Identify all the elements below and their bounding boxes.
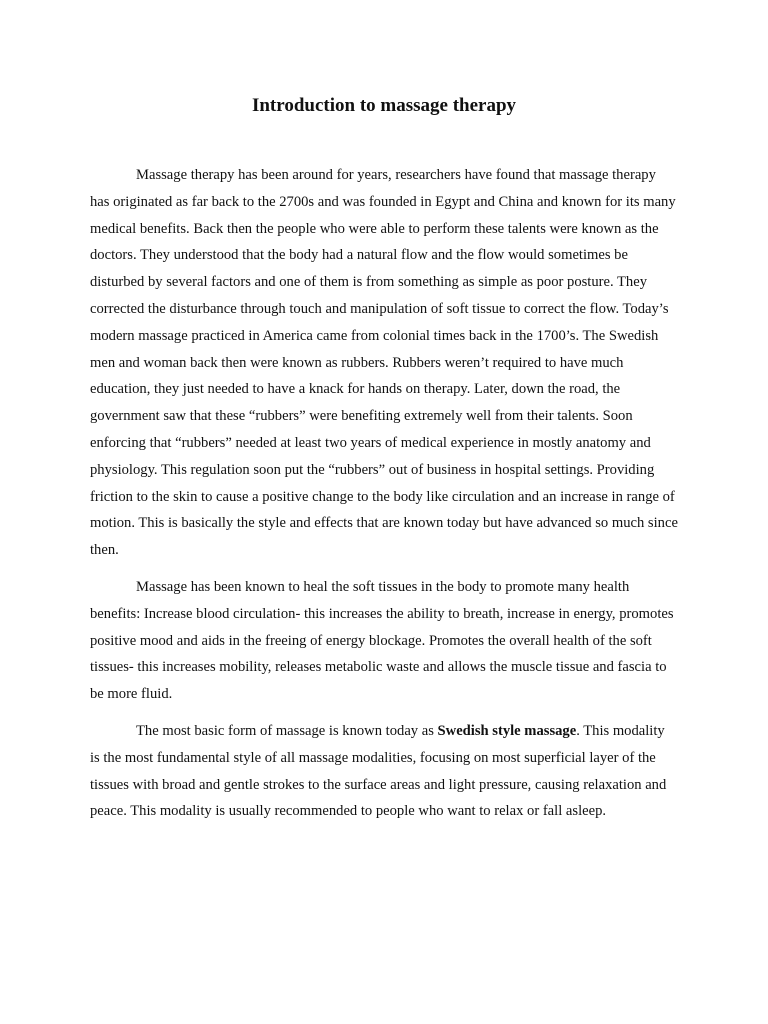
paragraph-swedish [90, 718, 678, 825]
paragraph-benefits: Massage has been known to heal the soft tissues in the body to promote many health benefits: Increase blood circulation- this increases the ability to breath, increase in energy, promotes positive mood and aids in the freeing of energy blockage. Promotes the overall health of the soft tissues- this increases mobility, releases metabolic waste and allows the muscle tissue and fascia to be more fluid. [90, 578, 674, 703]
document-title: Introduction to massage therapy [251, 95, 517, 116]
paragraph-swedish-lead: The most basic form of massage is known today as [136, 722, 438, 739]
document-body [90, 162, 678, 825]
paragraph-history: Massage therapy has been around for years, researchers have found that massage therapy has originated as far back to the 2700s and was founded in Egypt and China and known for its many medical benefits. Back then the people who were able to perform these talents were known as the doctors. They understood that the body had a natural flow and the flow would sometimes be disturbed by several factors and one of them is from something as simple as poor posture. They corrected the disturbance through touch and manipulation of soft tissue to correct the flow. Today’s modern massage practiced in America came from colonial times back in the 1700’s. The Swedish men and woman back then were known as rubbers. Rubbers weren’t required to have much education, they just needed to have a knack for hands on therapy. Later, down the road, the government saw that these “rubbers” were benefiting extremely well from their talents. Soon enforcing that “rubbers” needed at least two years of medical experience in mostly anatomy and physiology. This regulation soon put the “rubbers” out of business in hospital settings. Providing friction to the skin to cause a positive change to the body like circulation and an increase in range of motion. This is basically the style and effects that are known today but have advanced so much since then. [90, 167, 678, 559]
swedish-style-massage-term: Swedish style massage [437, 722, 577, 739]
paragraph-swedish-rest: . This modality is the most fundamental style of all massage modalities, focusing on most superficial layer of the tissues with broad and gentle strokes to the surface areas and light pressure, causing relaxation and peace. This modality is usually recommended to people who want to relax or fall asleep. [90, 722, 667, 820]
